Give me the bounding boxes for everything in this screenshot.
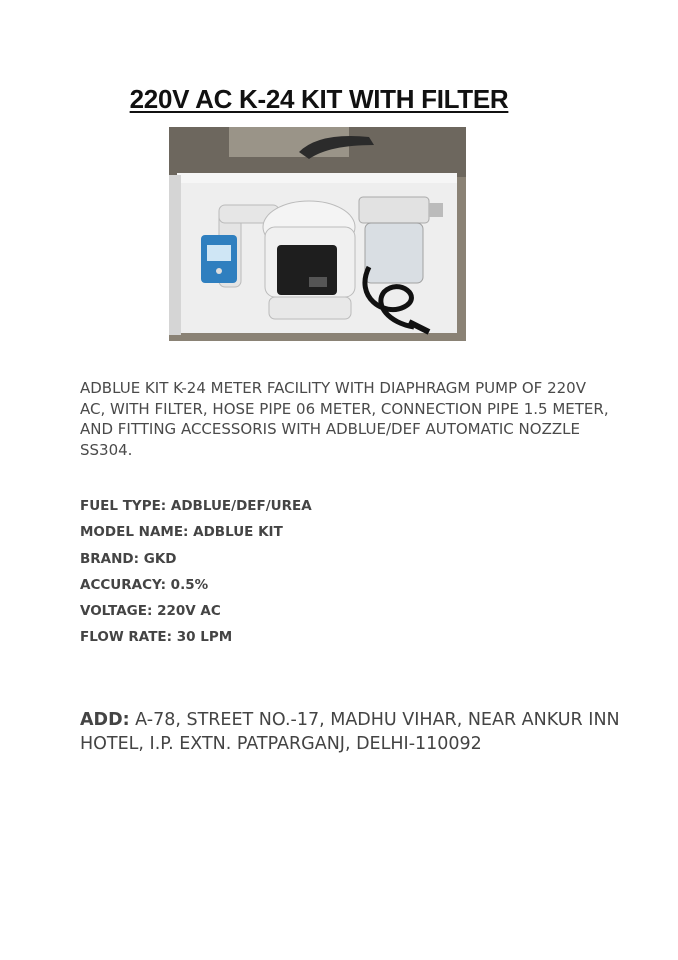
product-description: ADBLUE KIT K-24 METER FACILITY WITH DIAPHRAGM PUMP OF 220V AC, WITH FILTER, HOSE PIPE 06 METER, CONNECTION PIPE 1.5 METER, AND FITTING ACCESSORIS WITH ADBLUE/DEF AUTOMATIC NOZZLE SS304. <box>80 379 609 459</box>
address-text: A-78, STREET NO.-17, MADHU VIHAR, NEAR ANKUR INN HOTEL, I.P. EXTN. PATPARGANJ, DELHI-110092 <box>80 710 620 754</box>
product-photo <box>169 127 466 341</box>
address <box>80 708 640 756</box>
spec-model-name: MODEL NAME: ADBLUE KIT <box>80 524 283 541</box>
spec-brand: BRAND: GKD <box>80 550 177 567</box>
page-title: 220V AC K-24 KIT WITH FILTER <box>129 84 509 114</box>
spec-list <box>80 496 312 654</box>
spec-fuel-type: FUEL TYPE: ADBLUE/DEF/UREA <box>80 498 312 514</box>
spec-flow-rate: FLOW RATE: 30 LPM <box>80 629 233 646</box>
spec-accuracy: ACCURACY: 0.5% <box>80 576 209 593</box>
spec-voltage: VOLTAGE: 220V AC <box>80 603 221 620</box>
address-label: ADD: <box>80 710 130 730</box>
